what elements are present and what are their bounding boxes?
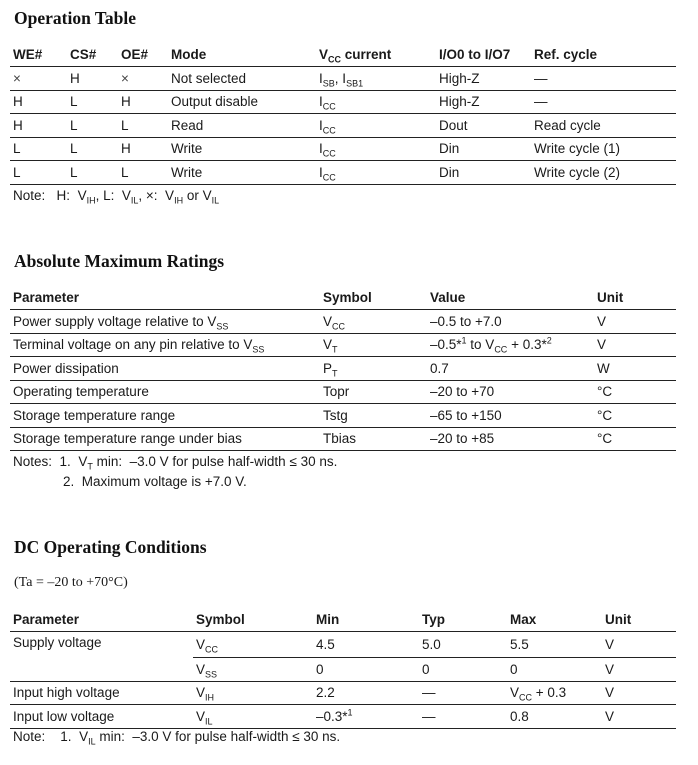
cell-vcc-current: $I_{CC}$	[316, 137, 436, 161]
cell-min: –0.3*$^1$	[313, 705, 419, 729]
cell-io: High-Z	[436, 67, 531, 91]
dc-conditions-table	[10, 605, 676, 729]
cell-parameter: Terminal voltage on any pin relative to $V_{SS}$	[10, 333, 320, 357]
absolute-max-note-1: Notes: 1. $V_T$ min: –3.0 V for pulse half-width ≤ 30 ns.	[13, 454, 338, 472]
cell-unit: V	[594, 333, 676, 357]
cell-oe: L	[118, 161, 168, 185]
cell-unit: V	[602, 705, 676, 729]
cell-io: Dout	[436, 114, 531, 138]
table-header-row	[10, 40, 676, 67]
cell-value: –65 to +150	[427, 404, 594, 428]
cell-symbol: Tbias	[320, 427, 427, 451]
col-header-max: Max	[507, 605, 602, 632]
operation-table-note: Note: H: $V_{IH}$, L: $V_{IL}$, ×: $V_{IH}$ or $V_{IL}$	[13, 188, 220, 206]
cell-unit: V	[594, 310, 676, 334]
cell-ref-cycle: Write cycle (2)	[531, 161, 676, 185]
dc-conditions-note: Note: 1. $V_{IL}$ min: –3.0 V for pulse half-width ≤ 30 ns.	[13, 729, 341, 747]
table-row	[10, 114, 676, 138]
cell-typ: 0	[419, 658, 507, 682]
table-row	[10, 427, 676, 451]
col-header-ref-cycle: Ref. cycle	[531, 40, 676, 67]
cell-we: ×	[10, 67, 67, 91]
table-row	[10, 681, 676, 705]
cell-symbol: $V_{SS}$	[193, 658, 313, 682]
cell-mode: Not selected	[168, 67, 316, 91]
cell-vcc-current: $I_{CC}$	[316, 114, 436, 138]
cell-symbol: $V_{CC}$	[320, 310, 427, 334]
cell-symbol: $V_{IH}$	[193, 681, 313, 705]
cell-max: 5.5	[507, 632, 602, 658]
cell-max: $V_{CC} + 0.3$	[507, 681, 602, 705]
cell-typ: 5.0	[419, 632, 507, 658]
col-header-oe: OE#	[118, 40, 168, 67]
cell-value: –0.5*$^1$ to $V_{CC} + 0.3*^2$	[427, 333, 594, 357]
cell-ref-cycle: —	[531, 90, 676, 114]
cell-mode: Read	[168, 114, 316, 138]
cell-ref-cycle: Write cycle (1)	[531, 137, 676, 161]
cell-max: 0	[507, 658, 602, 682]
cell-we: H	[10, 114, 67, 138]
cell-parameter: Input low voltage	[10, 705, 193, 729]
col-header-parameter: Parameter	[10, 283, 320, 310]
operation-table-title: Operation Table	[14, 8, 137, 28]
cell-cs: L	[67, 161, 118, 185]
cell-symbol: $V_{IL}$	[193, 705, 313, 729]
table-row	[10, 705, 676, 729]
cell-vcc-current: $I_{CC}$	[316, 161, 436, 185]
cell-parameter: Storage temperature range under bias	[10, 427, 320, 451]
col-header-cs: CS#	[67, 40, 118, 67]
col-header-parameter: Parameter	[10, 605, 193, 632]
col-header-unit: Unit	[602, 605, 676, 632]
col-header-mode: Mode	[168, 40, 316, 67]
cell-value: –0.5 to +7.0	[427, 310, 594, 334]
cell-we: H	[10, 90, 67, 114]
absolute-max-note-2: 2. Maximum voltage is +7.0 V.	[63, 474, 247, 489]
absolute-max-title: Absolute Maximum Ratings	[14, 251, 225, 271]
cell-we: L	[10, 161, 67, 185]
table-row	[10, 658, 676, 682]
table-row	[10, 333, 676, 357]
cell-unit: V	[602, 632, 676, 658]
col-header-unit: Unit	[594, 283, 676, 310]
cell-oe: ×	[118, 67, 168, 91]
cell-symbol: $V_{CC}$	[193, 632, 313, 658]
cell-oe: L	[118, 114, 168, 138]
cell-parameter: Operating temperature	[10, 380, 320, 404]
cell-cs: L	[67, 90, 118, 114]
cell-max: 0.8	[507, 705, 602, 729]
table-row	[10, 137, 676, 161]
table-row	[10, 161, 676, 185]
cell-unit: W	[594, 357, 676, 381]
cell-symbol: $P_T$	[320, 357, 427, 381]
col-header-value: Value	[427, 283, 594, 310]
cell-cs: L	[67, 114, 118, 138]
cell-vcc-current: $I_{SB}$, $I_{SB1}$	[316, 67, 436, 91]
cell-unit: °C	[594, 427, 676, 451]
table-row	[10, 90, 676, 114]
cell-symbol: $V_T$	[320, 333, 427, 357]
cell-io: High-Z	[436, 90, 531, 114]
absolute-max-table	[10, 283, 676, 451]
col-header-min: Min	[313, 605, 419, 632]
table-row	[10, 67, 676, 91]
col-header-symbol: Symbol	[193, 605, 313, 632]
cell-parameter: Supply voltage	[13, 635, 102, 650]
cell-typ: —	[419, 681, 507, 705]
cell-ref-cycle: —	[531, 67, 676, 91]
col-header-io: I/O0 to I/O7	[436, 40, 531, 67]
cell-value: –20 to +85	[427, 427, 594, 451]
cell-mode: Write	[168, 137, 316, 161]
cell-parameter: Input high voltage	[10, 681, 193, 705]
cell-vcc-current: $I_{CC}$	[316, 90, 436, 114]
cell-value: –20 to +70	[427, 380, 594, 404]
table-row	[10, 380, 676, 404]
col-header-symbol: Symbol	[320, 283, 427, 310]
cell-parameter: Power dissipation	[10, 357, 320, 381]
dc-conditions-temperature: (Ta = –20 to +70°C)	[14, 575, 128, 590]
cell-unit: V	[602, 658, 676, 682]
cell-ref-cycle: Read cycle	[531, 114, 676, 138]
table-row	[10, 632, 676, 658]
cell-we: L	[10, 137, 67, 161]
cell-cs: L	[67, 137, 118, 161]
table-header-row	[10, 605, 676, 632]
cell-min: 2.2	[313, 681, 419, 705]
cell-parameter: Power supply voltage relative to $V_{SS}$	[10, 310, 320, 334]
col-header-vcc-current: $V_{CC}$ current	[316, 40, 436, 67]
cell-io: Din	[436, 161, 531, 185]
cell-min: 4.5	[313, 632, 419, 658]
cell-unit: V	[602, 681, 676, 705]
table-row	[10, 404, 676, 428]
col-header-we: WE#	[10, 40, 67, 67]
cell-unit: °C	[594, 380, 676, 404]
cell-oe: H	[118, 90, 168, 114]
cell-parameter: Storage temperature range	[10, 404, 320, 428]
operation-table	[10, 40, 676, 185]
cell-typ: —	[419, 705, 507, 729]
cell-symbol: Topr	[320, 380, 427, 404]
col-header-typ: Typ	[419, 605, 507, 632]
table-row	[10, 310, 676, 334]
cell-value: 0.7	[427, 357, 594, 381]
cell-parameter	[10, 658, 193, 682]
cell-symbol: Tstg	[320, 404, 427, 428]
cell-unit: °C	[594, 404, 676, 428]
cell-io: Din	[436, 137, 531, 161]
table-row	[10, 357, 676, 381]
cell-cs: H	[67, 67, 118, 91]
cell-mode: Write	[168, 161, 316, 185]
cell-min: 0	[313, 658, 419, 682]
dc-conditions-title: DC Operating Conditions	[14, 537, 207, 557]
cell-mode: Output disable	[168, 90, 316, 114]
cell-oe: H	[118, 137, 168, 161]
table-header-row	[10, 283, 676, 310]
